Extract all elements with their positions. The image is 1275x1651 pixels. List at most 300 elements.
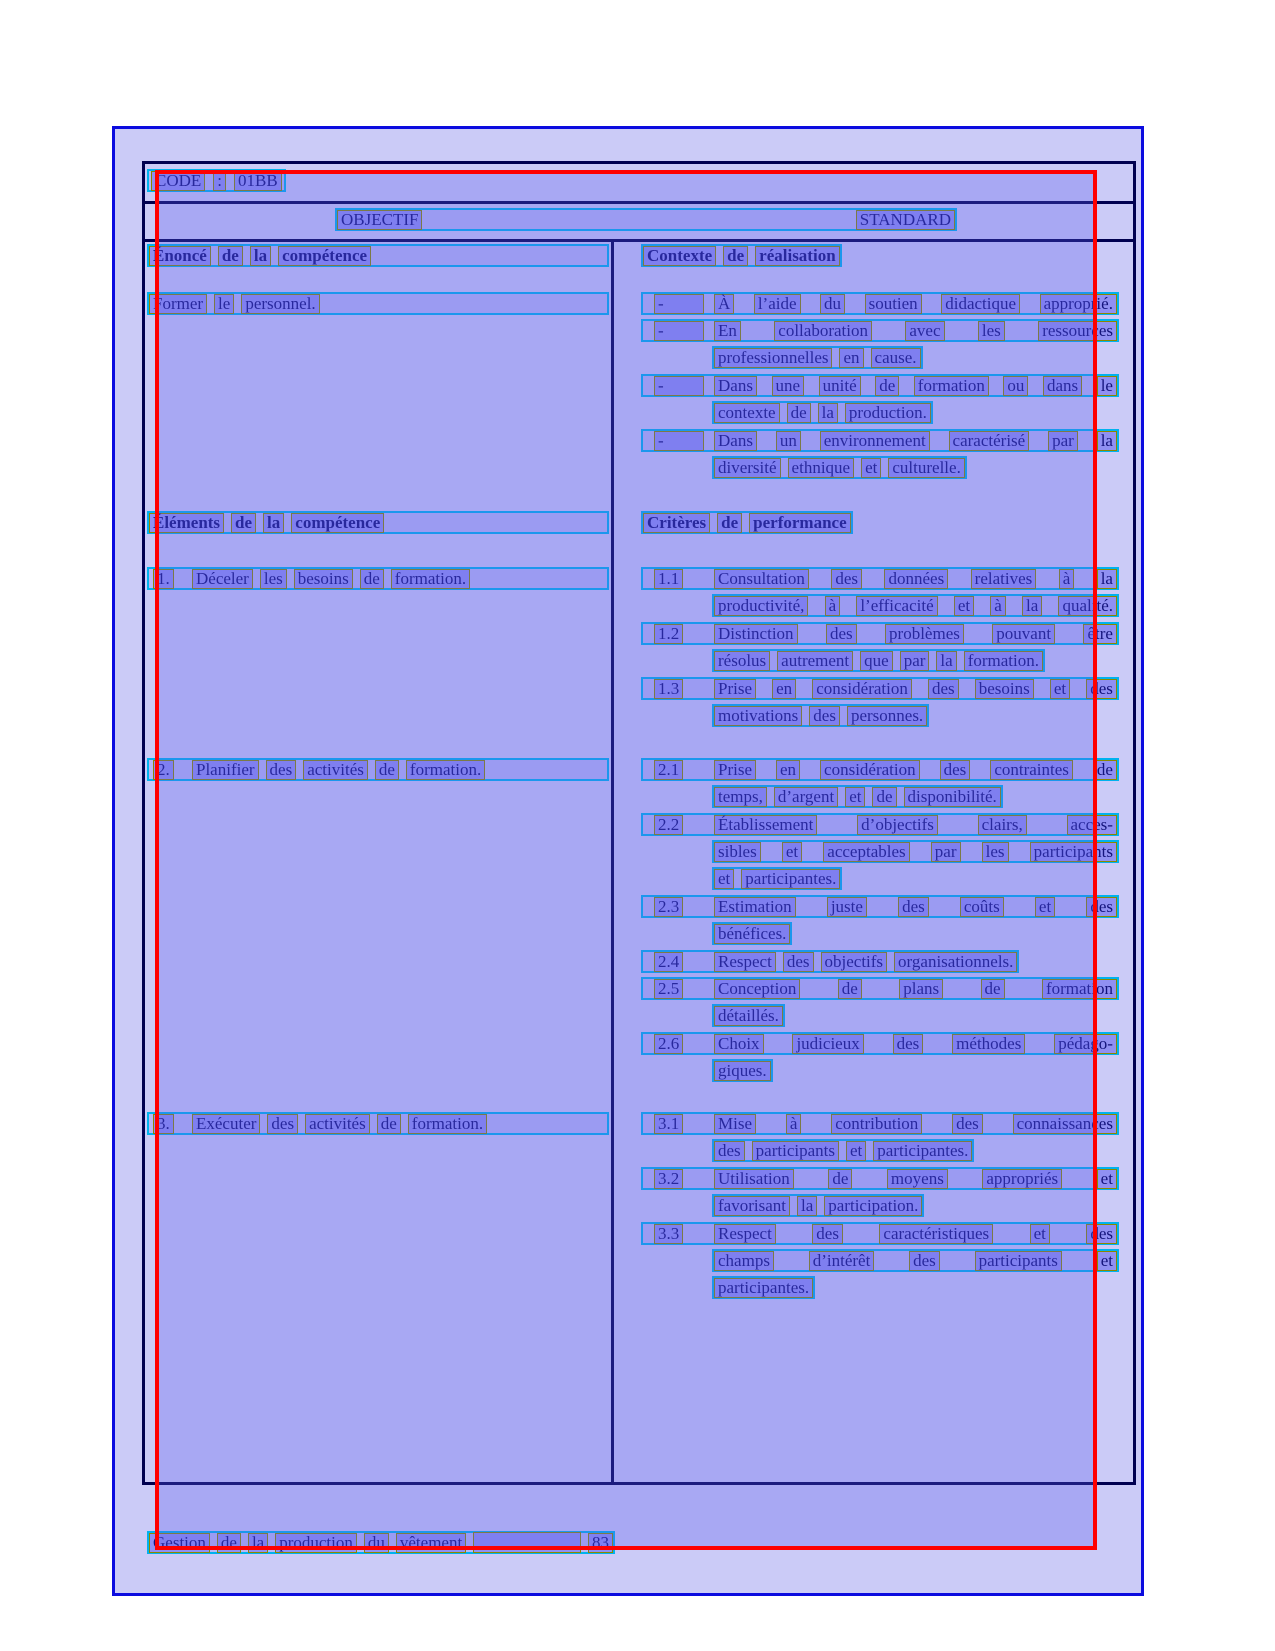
ocr-word: et — [714, 869, 734, 889]
ocr-word: judicieux — [792, 1034, 863, 1054]
ocr-word: des — [893, 1034, 924, 1054]
list-item-3.1 — [641, 1112, 1119, 1166]
bullet-dash: - — [654, 431, 704, 451]
ocr-word: Choix — [714, 1034, 764, 1054]
ocr-word: soutien — [865, 294, 922, 314]
ocr-line-box — [641, 1032, 1119, 1055]
ocr-word: Dans — [714, 376, 757, 396]
ocr-word: bénéfices. — [714, 924, 790, 944]
ocr-word: de — [838, 979, 862, 999]
line-words — [714, 1169, 1117, 1189]
standard-column — [614, 242, 1130, 1482]
ocr-word: des — [714, 1141, 745, 1161]
line-words — [714, 569, 1117, 589]
ocr-word: des — [909, 1251, 940, 1271]
list-item-2.6 — [641, 1032, 1119, 1086]
ocr-word: appropriés — [982, 1169, 1062, 1189]
line-words — [714, 787, 1001, 807]
ocr-word: le — [214, 294, 234, 314]
ocr-word: contexte — [714, 403, 780, 423]
ocr-word: CODE — [151, 171, 205, 191]
ocr-word: de — [872, 787, 896, 807]
ocr-word: et — [1035, 897, 1055, 917]
ocr-word: compétence — [278, 246, 371, 266]
ocr-word: Contexte — [643, 246, 716, 266]
line-words — [192, 569, 470, 589]
number-slot — [643, 760, 714, 780]
ocr-word: de — [360, 569, 384, 589]
item-number: 2.1 — [654, 760, 683, 780]
ocr-line-box — [712, 1004, 785, 1027]
ocr-line-box — [641, 1167, 1119, 1190]
line-words — [643, 246, 840, 266]
ocr-word: unité — [819, 376, 861, 396]
ocr-line-box — [641, 813, 1119, 836]
ocr-word: Prise — [714, 760, 756, 780]
ocr-line-box — [641, 1112, 1119, 1135]
bullet-item — [641, 319, 1119, 373]
ocr-word: l’efficacité — [856, 596, 937, 616]
ocr-word: et — [782, 842, 802, 862]
ocr-word: giques. — [714, 1061, 771, 1081]
ocr-word: relatives — [971, 569, 1037, 589]
ocr-word: et — [1097, 1169, 1117, 1189]
list-item-3.3 — [641, 1222, 1119, 1303]
line-words — [714, 924, 790, 944]
ocr-word: des — [898, 897, 929, 917]
ocr-word: Mise — [714, 1114, 756, 1134]
ocr-line-box — [712, 867, 842, 890]
item-number: 3.3 — [654, 1224, 683, 1244]
line-words — [714, 1006, 783, 1026]
number-slot — [149, 1114, 192, 1134]
ocr-line-box — [712, 346, 923, 369]
ocr-word: Déceler — [192, 569, 253, 589]
ocr-word: pédago- — [1054, 1034, 1117, 1054]
ocr-word: didactique — [941, 294, 1020, 314]
ocr-word: de — [875, 376, 899, 396]
bullet-item — [641, 292, 1119, 319]
ocr-word: des — [940, 760, 971, 780]
ocr-line-box — [641, 374, 1119, 397]
item-number: 3. — [153, 1114, 174, 1134]
item-number: 1.3 — [654, 679, 683, 699]
ocr-word: professionnelles — [714, 348, 832, 368]
ocr-line-box — [641, 758, 1119, 781]
ocr-word: les — [982, 842, 1009, 862]
list-item-1.3 — [641, 677, 1119, 731]
text-block — [147, 292, 609, 319]
table-body-row — [145, 242, 1133, 1482]
ocr-word: à — [786, 1114, 802, 1134]
line-words — [714, 624, 1117, 644]
ocr-word: besoins — [294, 569, 353, 589]
ocr-word: de — [1093, 760, 1117, 780]
ocr-word: en — [839, 348, 863, 368]
line-words — [714, 458, 965, 478]
ocr-word: : — [213, 171, 226, 191]
ocr-line-box — [641, 244, 842, 267]
ocr-word: considération — [812, 679, 912, 699]
ocr-line-box — [147, 1112, 609, 1135]
ocr-word: activités — [305, 1114, 370, 1134]
list-item-3.2 — [641, 1167, 1119, 1221]
list-item-3 — [147, 1112, 609, 1139]
ocr-word: Estimation — [714, 897, 796, 917]
ocr-line-box — [641, 429, 1119, 452]
line-words — [714, 760, 1117, 780]
ocr-word: du — [820, 294, 845, 314]
ocr-word: contraintes — [990, 760, 1073, 780]
ocr-word: Respect — [714, 1224, 776, 1244]
ocr-word: STANDARD — [856, 210, 955, 230]
line-words — [714, 706, 927, 726]
ocr-word: la — [818, 403, 838, 423]
item-number: 3.1 — [654, 1114, 683, 1134]
list-item-2.5 — [641, 977, 1119, 1031]
ocr-word: Éléments — [149, 513, 224, 533]
ocr-word: activités — [303, 760, 368, 780]
number-slot — [643, 431, 714, 451]
ocr-word: clairs, — [978, 815, 1027, 835]
ocr-line-box — [712, 594, 1119, 617]
ocr-word: de — [231, 513, 256, 533]
ocr-word: besoins — [975, 679, 1034, 699]
ocr-line-box — [641, 511, 853, 534]
line-words — [714, 1224, 1117, 1244]
ocr-word: Conception — [714, 979, 800, 999]
ocr-line-box — [147, 292, 609, 315]
objectif-column — [145, 242, 614, 1482]
ocr-word: la — [263, 513, 284, 533]
line-words — [643, 513, 851, 533]
ocr-word: à — [1059, 569, 1075, 589]
ocr-word: approprié. — [1040, 294, 1117, 314]
ocr-word: de — [787, 403, 811, 423]
ocr-word: réalisation — [755, 246, 840, 266]
list-item-1.2 — [641, 622, 1119, 676]
line-words — [714, 1196, 922, 1216]
number-slot — [643, 815, 714, 835]
line-words — [714, 869, 840, 889]
bullet-dash: - — [654, 321, 704, 341]
ocr-line-box — [712, 401, 933, 424]
ocr-word: du — [364, 1533, 389, 1553]
ocr-word: À — [714, 294, 734, 314]
ocr-word: avec — [905, 321, 944, 341]
ocr-word: OBJECTIF — [337, 210, 422, 230]
ocr-line-box — [641, 977, 1119, 1000]
ocr-word: champs — [714, 1251, 774, 1271]
ocr-word: motivations — [714, 706, 802, 726]
ocr-word: Critères — [643, 513, 710, 533]
footer-spacer — [473, 1532, 581, 1553]
ocr-word: et — [1097, 1251, 1117, 1271]
ocr-word: cause. — [871, 348, 921, 368]
ocr-word: connaissances — [1013, 1114, 1117, 1134]
number-slot — [643, 1034, 714, 1054]
ocr-word: contribution — [831, 1114, 922, 1134]
ocr-word: juste — [827, 897, 867, 917]
ocr-word: par — [931, 842, 961, 862]
number-slot — [643, 1169, 714, 1189]
ocr-word: de — [377, 1114, 401, 1134]
ocr-word: des — [266, 760, 297, 780]
number-slot — [643, 294, 714, 314]
ocr-line-box — [641, 895, 1119, 918]
ocr-word: de — [828, 1169, 852, 1189]
ocr-line-box — [147, 511, 609, 534]
ocr-line-box — [641, 292, 1119, 315]
number-slot — [643, 952, 714, 972]
list-item-2.1 — [641, 758, 1119, 812]
line-words — [714, 1034, 1117, 1054]
ocr-word: diversité — [714, 458, 781, 478]
number-slot — [149, 569, 192, 589]
ocr-line-box — [147, 244, 609, 267]
ocr-word: sibles — [714, 842, 761, 862]
line-words — [714, 1141, 972, 1161]
ocr-word: des — [812, 1224, 843, 1244]
ocr-word: et — [954, 596, 974, 616]
ocr-word: En — [714, 321, 741, 341]
line-words — [714, 897, 1117, 917]
ocr-word: formation — [1042, 979, 1117, 999]
page-footer — [147, 1531, 615, 1554]
ocr-word: Exécuter — [192, 1114, 260, 1134]
number-slot — [643, 376, 714, 396]
ocr-word: formation. — [408, 1114, 487, 1134]
ocr-word: ou — [1003, 376, 1028, 396]
ocr-word: une — [772, 376, 805, 396]
ocr-word: être — [1083, 624, 1116, 644]
ocr-word: Consultation — [714, 569, 809, 589]
item-number: 3.2 — [654, 1169, 683, 1189]
line-words — [714, 348, 921, 368]
ocr-word: d’objectifs — [857, 815, 938, 835]
ocr-line-box — [712, 1059, 773, 1082]
ocr-word: la — [797, 1196, 817, 1216]
line-words — [714, 1114, 1117, 1134]
ocr-word: un — [776, 431, 801, 451]
line-words — [714, 979, 1117, 999]
ocr-word: Dans — [714, 431, 757, 451]
ocr-word: production — [275, 1533, 357, 1553]
ocr-word: problèmes — [885, 624, 964, 644]
ocr-word: des — [783, 952, 814, 972]
ocr-line-box — [712, 649, 1045, 672]
text-block — [641, 244, 1119, 271]
line-words — [714, 815, 1117, 835]
ocr-line-box — [641, 1222, 1119, 1245]
ocr-word: ethnique — [788, 458, 855, 478]
ocr-word: participation. — [824, 1196, 922, 1216]
competency-table — [142, 161, 1136, 1485]
ocr-word: participants — [752, 1141, 839, 1161]
ocr-word: productivité, — [714, 596, 808, 616]
line-words — [192, 760, 485, 780]
ocr-word: favorisant — [714, 1196, 790, 1216]
ocr-word: les — [260, 569, 287, 589]
ocr-word: données — [884, 569, 948, 589]
ocr-word: la — [936, 651, 956, 671]
ocr-word: de — [375, 760, 399, 780]
ocr-line-box — [712, 1194, 924, 1217]
ocr-word: acces- — [1067, 815, 1117, 835]
line-words — [714, 952, 1017, 972]
line-words — [714, 321, 1117, 341]
ocr-word: participants — [1030, 842, 1117, 862]
list-item-2.2 — [641, 813, 1119, 894]
list-item-2.4 — [641, 950, 1119, 977]
ocr-word: Prise — [714, 679, 756, 699]
ocr-word: à — [990, 596, 1006, 616]
ocr-word: résolus — [714, 651, 770, 671]
ocr-word: formation. — [964, 651, 1043, 671]
ocr-word: acceptables — [823, 842, 909, 862]
number-slot — [643, 1224, 714, 1244]
objectif-header — [337, 210, 422, 230]
ocr-line-box — [641, 677, 1119, 700]
bullet-dash: - — [654, 294, 704, 314]
ocr-word: Planifier — [192, 760, 259, 780]
ocr-word: vêtement — [396, 1533, 466, 1553]
ocr-line-box — [147, 758, 609, 781]
ocr-word: détaillés. — [714, 1006, 783, 1026]
ocr-word: Utilisation — [714, 1169, 794, 1189]
ocr-word: personnes. — [847, 706, 927, 726]
ocr-word: Énoncé — [149, 246, 211, 266]
ocr-word: et — [861, 458, 881, 478]
ocr-word: de — [717, 513, 742, 533]
number-slot — [643, 979, 714, 999]
item-number: 2.3 — [654, 897, 683, 917]
ocr-word: des — [1086, 679, 1117, 699]
ocr-word: Gestion — [149, 1533, 210, 1553]
number-slot — [643, 1114, 714, 1134]
ocr-word: la — [1097, 431, 1117, 451]
ocr-line-box — [712, 704, 929, 727]
ocr-word: considération — [820, 760, 920, 780]
ocr-word: des — [831, 569, 862, 589]
ocr-word: en — [776, 760, 800, 780]
bullet-item — [641, 429, 1119, 483]
ocr-word: culturelle. — [888, 458, 964, 478]
list-item-1.1 — [641, 567, 1119, 621]
ocr-word: la — [1022, 596, 1042, 616]
ocr-word: les — [978, 321, 1005, 341]
ocr-word: production. — [845, 403, 931, 423]
line-words — [714, 1251, 1117, 1271]
ocr-word: de — [218, 246, 243, 266]
ocr-line-box — [147, 567, 609, 590]
number-slot — [643, 897, 714, 917]
ocr-line-box — [712, 1139, 974, 1162]
ocr-word: méthodes — [952, 1034, 1025, 1054]
ocr-word: et — [1050, 679, 1070, 699]
ocr-word: Former — [149, 294, 207, 314]
ocr-word: le — [1097, 376, 1117, 396]
line-words — [714, 679, 1117, 699]
list-item-1 — [147, 567, 609, 594]
ocr-word: caractérisé — [949, 431, 1030, 451]
ocr-word: formation. — [406, 760, 485, 780]
ocr-word: formation. — [391, 569, 470, 589]
item-number: 2.5 — [654, 979, 683, 999]
bullet-dash: - — [654, 376, 704, 396]
ocr-word: organisationnels. — [894, 952, 1017, 972]
document-page — [112, 126, 1144, 1596]
item-number: 1.1 — [654, 569, 683, 589]
code-line-box — [147, 169, 286, 192]
ocr-word: l’aide — [754, 294, 801, 314]
ocr-line-box — [712, 456, 967, 479]
ocr-word: et — [845, 787, 865, 807]
item-number: 1.2 — [654, 624, 683, 644]
ocr-word: 01BB — [234, 171, 282, 191]
line-words — [714, 376, 1117, 396]
ocr-word: des — [1086, 897, 1117, 917]
number-slot — [149, 760, 192, 780]
ocr-line-box — [641, 950, 1019, 973]
ocr-line-box — [712, 922, 792, 945]
code-row — [145, 164, 1133, 204]
ocr-word: participantes. — [873, 1141, 972, 1161]
ocr-line-box — [712, 785, 1003, 808]
ocr-word: des — [1086, 1224, 1117, 1244]
ocr-word: des — [267, 1114, 298, 1134]
list-item-2.3 — [641, 895, 1119, 949]
line-words — [149, 246, 371, 266]
ocr-line-box — [641, 622, 1119, 645]
ocr-word: formation — [914, 376, 989, 396]
ocr-word: dans — [1043, 376, 1082, 396]
item-number: 2.4 — [654, 952, 683, 972]
ocr-word: par — [1048, 431, 1078, 451]
ocr-line-box — [712, 1249, 1119, 1272]
bullet-item — [641, 374, 1119, 428]
text-block — [147, 511, 609, 538]
ocr-word: que — [860, 651, 893, 671]
ocr-word: et — [846, 1141, 866, 1161]
ocr-word: collaboration — [774, 321, 872, 341]
line-words — [149, 513, 384, 533]
line-words — [149, 294, 320, 314]
line-words — [714, 294, 1117, 314]
table-header-row — [145, 204, 1133, 242]
item-number: 2. — [153, 760, 174, 780]
ocr-word: objectifs — [821, 952, 888, 972]
text-block — [147, 244, 609, 271]
number-slot — [643, 569, 714, 589]
ocr-word: disponibilité. — [904, 787, 1001, 807]
line-words — [714, 651, 1043, 671]
ocr-word: pouvant — [992, 624, 1055, 644]
ocr-word: environnement — [820, 431, 930, 451]
ocr-word: des — [928, 679, 959, 699]
ocr-word: compétence — [291, 513, 384, 533]
ocr-word: participantes. — [741, 869, 840, 889]
ocr-word: Distinction — [714, 624, 798, 644]
line-words — [192, 1114, 487, 1134]
line-words — [714, 1278, 813, 1298]
item-number: 1. — [153, 569, 174, 589]
ocr-word: de — [981, 979, 1005, 999]
ocr-word: coûts — [960, 897, 1004, 917]
ocr-word: d’intérêt — [809, 1251, 875, 1271]
ocr-word: de — [217, 1533, 241, 1553]
line-words — [714, 1061, 771, 1081]
